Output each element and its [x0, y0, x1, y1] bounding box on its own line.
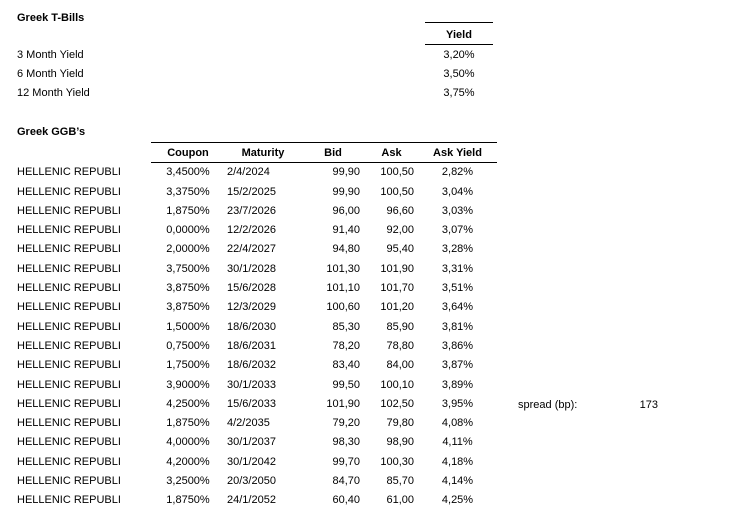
tbills-yield-table [17, 22, 493, 102]
spread-label: spread (bp): [518, 399, 578, 411]
table-row [17, 162, 497, 181]
issuer-cell: HELLENIC REPUBLI [17, 436, 121, 449]
issuer-cell: HELLENIC REPUBLI [17, 475, 121, 488]
ask-yield-cell: 3,51% [441, 282, 474, 295]
issuer-cell: HELLENIC REPUBLI [17, 397, 121, 410]
column-header-bid: Bid [301, 142, 365, 162]
tbills-section-title: Greek T-Bills [17, 12, 85, 24]
issuer-cell: HELLENIC REPUBLI [17, 243, 121, 256]
ask-cell: 102,50 [380, 397, 414, 410]
tbill-header-spacer [17, 23, 425, 45]
issuer-cell: HELLENIC REPUBLI [17, 185, 121, 198]
table-row [17, 471, 497, 490]
ask-cell: 92,00 [386, 224, 414, 237]
tbill-table-body [17, 45, 493, 103]
tbill-row [17, 64, 493, 83]
coupon-cell: 4,2000% [166, 455, 210, 468]
coupon-cell: 3,9000% [166, 378, 210, 391]
table-row [17, 220, 497, 239]
coupon-cell: 1,8750% [166, 204, 210, 217]
bid-cell: 98,30 [332, 436, 360, 449]
ask-yield-cell: 3,64% [441, 301, 474, 314]
maturity-cell: 23/7/2026 [227, 204, 276, 217]
ask-cell: 100,10 [380, 378, 414, 391]
ask-cell: 85,90 [386, 320, 414, 333]
maturity-cell: 12/2/2026 [227, 224, 276, 237]
bid-cell: 99,70 [332, 455, 360, 468]
issuer-header-spacer [17, 142, 151, 162]
maturity-cell: 30/1/2037 [227, 436, 276, 449]
column-header-coupon: Coupon [151, 142, 225, 162]
maturity-cell: 15/2/2025 [227, 185, 276, 198]
ask-yield-cell: 3,04% [441, 185, 474, 198]
bid-cell: 96,00 [332, 204, 360, 217]
coupon-cell: 0,0000% [166, 224, 210, 237]
table-row [17, 278, 497, 297]
ggb-table [17, 142, 497, 510]
table-row [17, 413, 497, 432]
bid-cell: 99,90 [332, 185, 360, 198]
issuer-cell: HELLENIC REPUBLI [17, 455, 121, 468]
issuer-cell: HELLENIC REPUBLI [17, 378, 121, 391]
ask-cell: 84,00 [386, 359, 414, 372]
coupon-cell: 3,2500% [166, 475, 210, 488]
maturity-cell: 22/4/2027 [227, 243, 276, 256]
issuer-cell: HELLENIC REPUBLI [17, 282, 121, 295]
ask-cell: 101,70 [380, 282, 414, 295]
coupon-cell: 3,8750% [166, 301, 210, 314]
ask-yield-cell: 4,14% [441, 475, 474, 488]
issuer-cell: HELLENIC REPUBLI [17, 417, 121, 430]
table-row [17, 394, 497, 413]
bid-cell: 101,30 [326, 262, 360, 275]
coupon-cell: 3,8750% [166, 282, 210, 295]
tbill-value: 3,75% [443, 87, 475, 100]
tbill-label: 12 Month Yield [17, 87, 90, 100]
ask-yield-cell: 3,03% [441, 204, 474, 217]
ask-cell: 98,90 [386, 436, 414, 449]
maturity-cell: 18/6/2031 [227, 339, 276, 352]
ask-cell: 61,00 [386, 494, 414, 507]
table-row [17, 490, 497, 509]
bid-cell: 101,10 [326, 282, 360, 295]
table-row [17, 181, 497, 200]
issuer-cell: HELLENIC REPUBLI [17, 262, 121, 275]
ask-yield-cell: 3,28% [441, 243, 474, 256]
coupon-cell: 1,7500% [166, 359, 210, 372]
ask-cell: 100,30 [380, 455, 414, 468]
bid-cell: 99,90 [332, 166, 360, 179]
maturity-cell: 2/4/2024 [227, 166, 270, 179]
coupon-cell: 1,5000% [166, 320, 210, 333]
maturity-cell: 12/3/2029 [227, 301, 276, 314]
table-row [17, 201, 497, 220]
column-header-ask-yield: Ask Yield [418, 142, 497, 162]
tbill-value: 3,20% [443, 48, 475, 61]
maturity-cell: 24/1/2052 [227, 494, 276, 507]
ask-yield-cell: 3,07% [441, 224, 474, 237]
tbill-header-row [17, 23, 493, 45]
issuer-cell: HELLENIC REPUBLI [17, 204, 121, 217]
ask-yield-cell: 2,82% [441, 166, 474, 179]
issuer-cell: HELLENIC REPUBLI [17, 166, 121, 179]
ask-yield-cell: 4,08% [441, 417, 474, 430]
ask-yield-cell: 3,31% [441, 262, 474, 275]
maturity-cell: 20/3/2050 [227, 475, 276, 488]
maturity-cell: 18/6/2030 [227, 320, 276, 333]
maturity-cell: 15/6/2028 [227, 282, 276, 295]
ask-cell: 79,80 [386, 417, 414, 430]
ask-cell: 101,90 [380, 262, 414, 275]
ask-cell: 100,50 [380, 185, 414, 198]
bid-cell: 99,50 [332, 378, 360, 391]
table-row [17, 355, 497, 374]
table-row [17, 336, 497, 355]
column-header-ask: Ask [365, 142, 418, 162]
yield-column-header: Yield [425, 23, 493, 45]
ask-yield-cell: 4,18% [441, 455, 474, 468]
ask-cell: 78,80 [386, 339, 414, 352]
tbill-label: 3 Month Yield [17, 48, 84, 61]
ask-yield-cell: 3,95% [441, 397, 474, 410]
tbill-value: 3,50% [443, 68, 475, 81]
coupon-cell: 0,7500% [166, 339, 210, 352]
ask-cell: 85,70 [386, 475, 414, 488]
ask-yield-cell: 3,81% [441, 320, 474, 333]
coupon-cell: 3,7500% [166, 262, 210, 275]
maturity-cell: 18/6/2032 [227, 359, 276, 372]
issuer-cell: HELLENIC REPUBLI [17, 339, 121, 352]
tbill-label: 6 Month Yield [17, 68, 84, 81]
bid-cell: 84,70 [332, 475, 360, 488]
coupon-cell: 3,4500% [166, 166, 210, 179]
ask-cell: 100,50 [380, 166, 414, 179]
tbill-row [17, 83, 493, 102]
coupon-cell: 1,8750% [166, 494, 210, 507]
table-row [17, 374, 497, 393]
bid-cell: 85,30 [332, 320, 360, 333]
ask-cell: 96,60 [386, 204, 414, 217]
table-row [17, 432, 497, 451]
bid-cell: 101,90 [326, 397, 360, 410]
coupon-cell: 4,0000% [166, 436, 210, 449]
table-row [17, 316, 497, 335]
ggb-header-row [17, 142, 497, 162]
ask-yield-cell: 4,11% [442, 436, 473, 449]
coupon-cell: 3,3750% [166, 185, 210, 198]
bid-cell: 91,40 [332, 224, 360, 237]
bid-cell: 79,20 [332, 417, 360, 430]
ask-yield-cell: 3,86% [441, 339, 474, 352]
table-row [17, 297, 497, 316]
bid-cell: 94,80 [332, 243, 360, 256]
ask-yield-cell: 4,25% [441, 494, 474, 507]
column-header-maturity: Maturity [225, 142, 301, 162]
maturity-cell: 30/1/2033 [227, 378, 276, 391]
maturity-cell: 15/6/2033 [227, 397, 276, 410]
table-row [17, 239, 497, 258]
maturity-cell: 30/1/2042 [227, 455, 276, 468]
bid-cell: 83,40 [332, 359, 360, 372]
spread-value: 173 [639, 399, 658, 411]
issuer-cell: HELLENIC REPUBLI [17, 301, 121, 314]
ask-cell: 101,20 [380, 301, 414, 314]
issuer-cell: HELLENIC REPUBLI [17, 224, 121, 237]
ggb-table-body [17, 162, 497, 509]
issuer-cell: HELLENIC REPUBLI [17, 320, 121, 333]
bid-cell: 60,40 [332, 494, 360, 507]
maturity-cell: 30/1/2028 [227, 262, 276, 275]
maturity-cell: 4/2/2035 [227, 417, 270, 430]
ggb-section-title: Greek GGB’s [17, 126, 86, 138]
ask-yield-cell: 3,87% [441, 359, 474, 372]
tbill-row [17, 45, 493, 64]
table-row [17, 451, 497, 470]
bid-cell: 78,20 [332, 339, 360, 352]
ask-yield-cell: 3,89% [441, 378, 474, 391]
ask-cell: 95,40 [386, 243, 414, 256]
table-row [17, 258, 497, 277]
coupon-cell: 4,2500% [166, 397, 210, 410]
coupon-cell: 1,8750% [166, 417, 210, 430]
issuer-cell: HELLENIC REPUBLI [17, 494, 121, 507]
issuer-cell: HELLENIC REPUBLI [17, 359, 121, 372]
bid-cell: 100,60 [326, 301, 360, 314]
coupon-cell: 2,0000% [166, 243, 210, 256]
